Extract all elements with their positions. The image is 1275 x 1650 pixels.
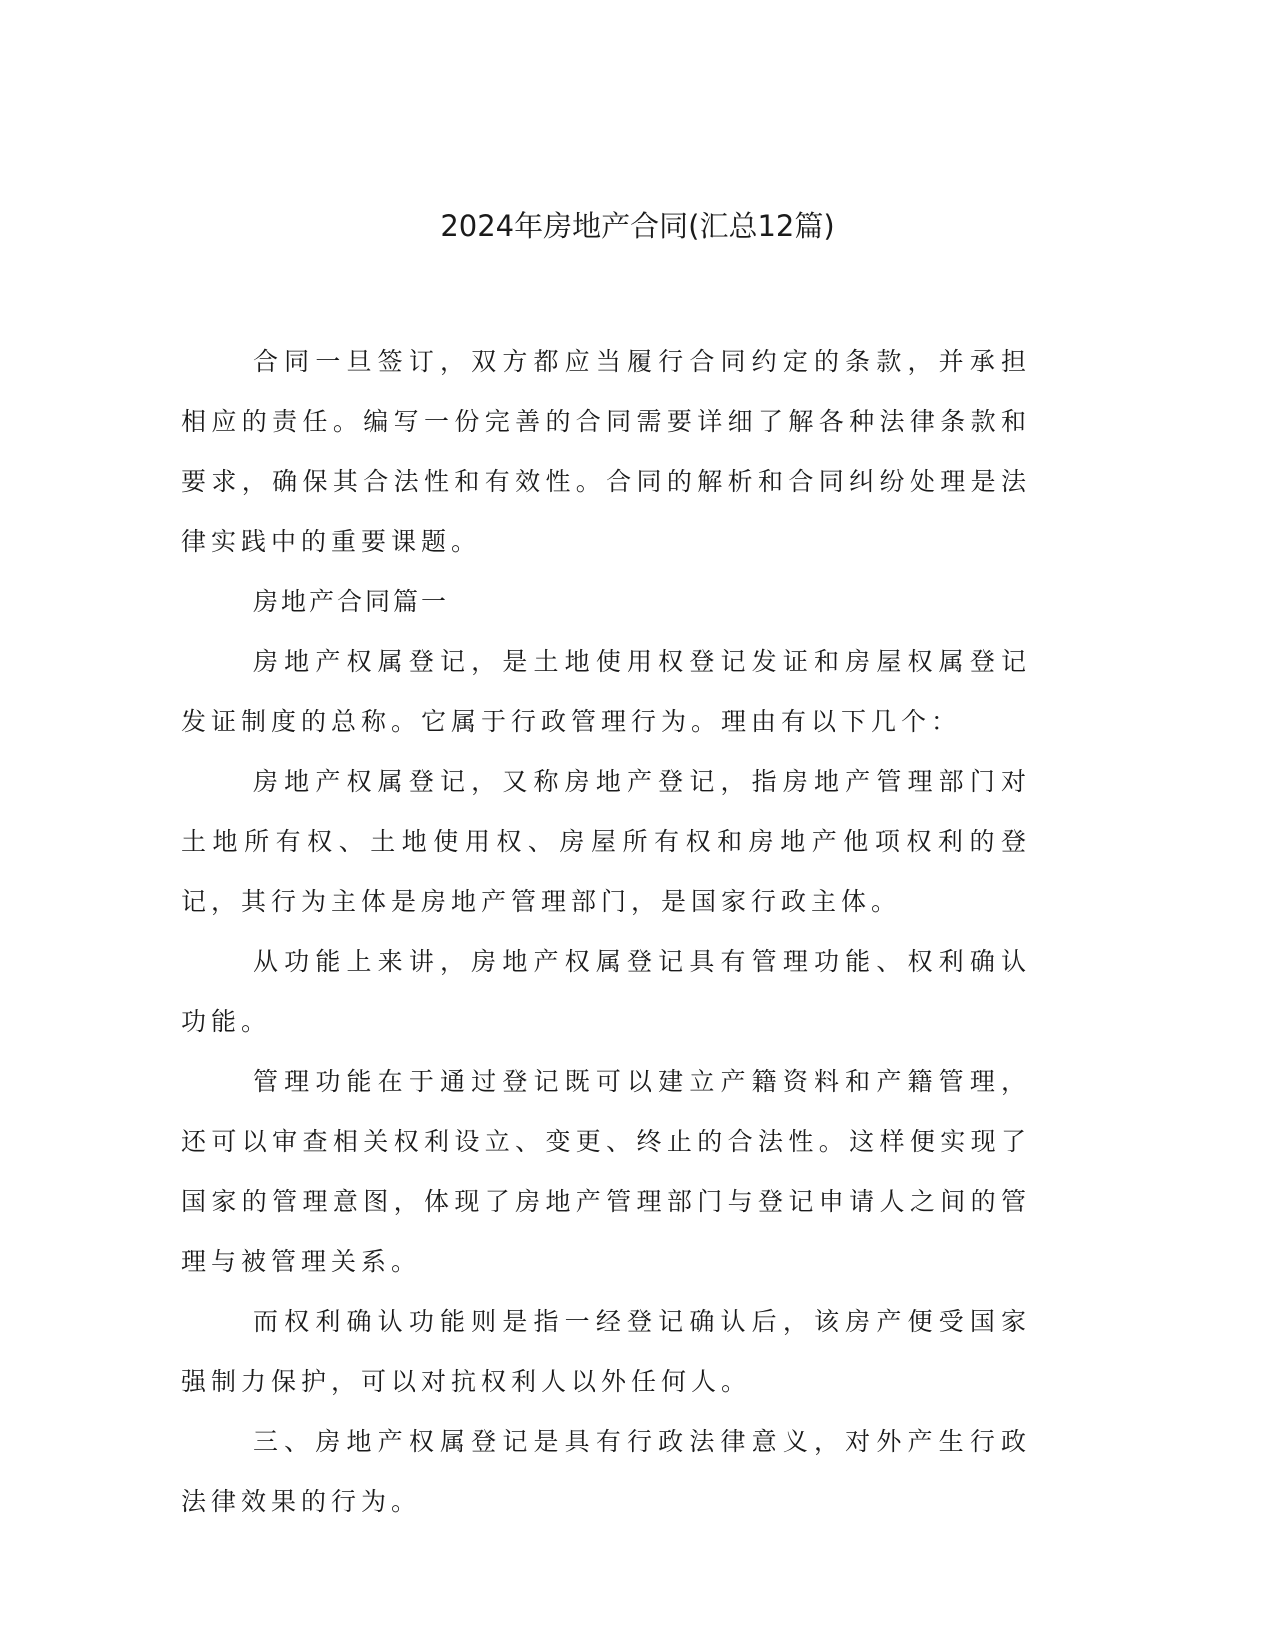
body-paragraph: 三、房地产权属登记是具有行政法律意义，对外产生行政法律效果的行为。 bbox=[181, 1427, 1031, 1516]
document-body bbox=[181, 332, 1031, 1532]
body-paragraph: 管理功能在于通过登记既可以建立产籍资料和产籍管理，还可以审查相关权利设立、变更、终止的合法性。这样便实现了国家的管理意图，体现了房地产管理部门与登记申请人之间的管理与被管理关系。 bbox=[181, 1067, 1031, 1276]
body-paragraph: 房地产权属登记，是土地使用权登记发证和房屋权属登记发证制度的总称。它属于行政管理行为。理由有以下几个： bbox=[181, 647, 1031, 736]
body-paragraph: 房地产权属登记，又称房地产登记，指房地产管理部门对土地所有权、土地使用权、房屋所有权和房地产他项权利的登记，其行为主体是房地产管理部门，是国家行政主体。 bbox=[181, 767, 1031, 916]
body-paragraph: 而权利确认功能则是指一经登记确认后，该房产便受国家强制力保护，可以对抗权利人以外任何人。 bbox=[181, 1307, 1031, 1396]
body-paragraph: 从功能上来讲，房地产权属登记具有管理功能、权利确认功能。 bbox=[181, 947, 1031, 1036]
intro-paragraph: 合同一旦签订，双方都应当履行合同约定的条款，并承担相应的责任。编写一份完善的合同需要详细了解各种法律条款和要求，确保其合法性和有效性。合同的解析和合同纠纷处理是法律实践中的重要课题。 bbox=[181, 347, 1031, 556]
section-heading: 房地产合同篇一 bbox=[253, 587, 450, 616]
document-title: 2024年房地产合同(汇总12篇) bbox=[440, 209, 835, 243]
